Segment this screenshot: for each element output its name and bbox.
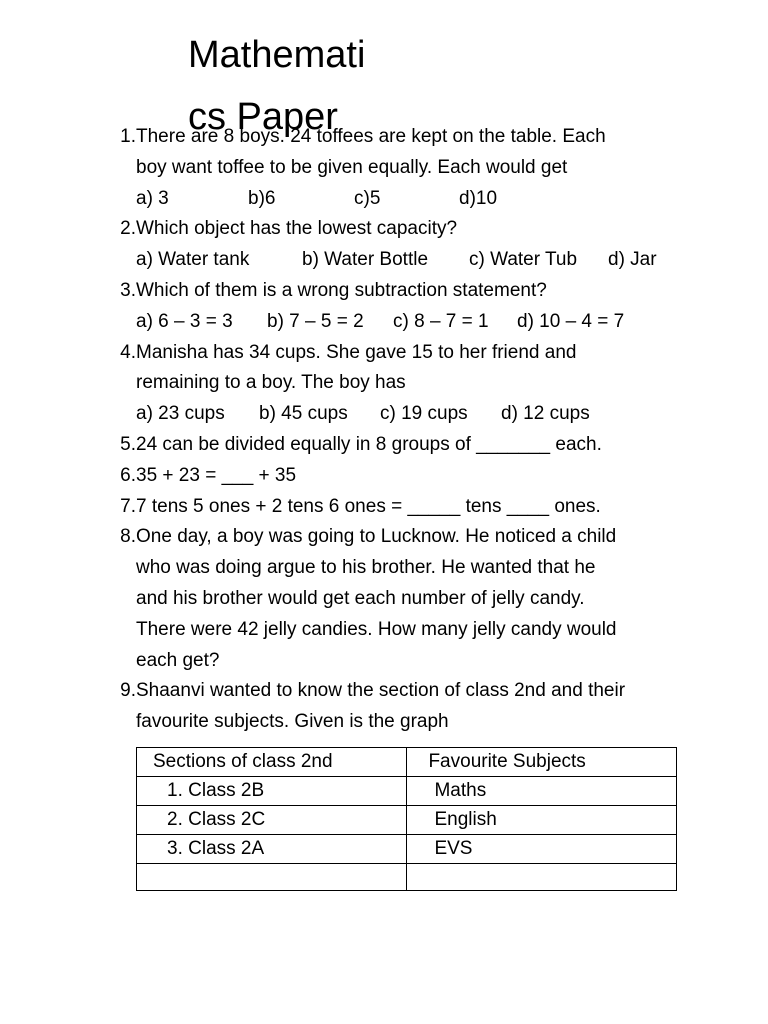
question-text: Manisha has 34 cups. She gave 15 to her friend and bbox=[136, 341, 577, 363]
option-row bbox=[136, 245, 704, 276]
table-row bbox=[137, 806, 677, 835]
question-number: 1. bbox=[120, 126, 136, 147]
table-cell: Maths bbox=[407, 777, 677, 806]
question-number: 8. bbox=[120, 526, 136, 548]
table-row bbox=[137, 864, 677, 891]
option: b) 7 – 5 = 2 bbox=[267, 310, 364, 332]
question-text: each get? bbox=[136, 649, 220, 671]
table-cell: 3. Class 2A bbox=[137, 835, 407, 864]
question-text: favourite subjects. Given is the graph bbox=[136, 711, 449, 733]
option: a) 23 cups bbox=[136, 403, 225, 425]
option: d) 12 cups bbox=[501, 403, 590, 425]
option: d) 10 – 4 = 7 bbox=[517, 310, 625, 332]
question-item bbox=[104, 338, 704, 430]
question-text: who was doing argue to his brother. He wanted that he bbox=[136, 557, 596, 579]
question-text: boy want toffee to be given equally. Each would get bbox=[136, 156, 568, 178]
option-row bbox=[136, 184, 704, 215]
table-cell: 1. Class 2B bbox=[137, 777, 407, 806]
table-cell: English bbox=[407, 806, 677, 835]
option: a) Water tank bbox=[136, 249, 250, 271]
table-cell: EVS bbox=[407, 835, 677, 864]
question-number: 9. bbox=[120, 680, 136, 702]
question-text: Which of them is a wrong subtraction statement? bbox=[136, 279, 547, 301]
table-cell bbox=[137, 864, 407, 891]
table-cell bbox=[407, 864, 677, 891]
question-item bbox=[104, 676, 704, 738]
option-row bbox=[136, 399, 704, 430]
question-number: 2. bbox=[120, 218, 136, 240]
question-number: 4. bbox=[120, 341, 136, 363]
question-item bbox=[104, 522, 704, 676]
question-item bbox=[104, 430, 704, 461]
question-list bbox=[104, 122, 704, 738]
question-text: 7 tens 5 ones + 2 tens 6 ones = _____ tens ____ ones. bbox=[136, 495, 601, 517]
question-text: Shaanvi wanted to know the section of class 2nd and their bbox=[136, 680, 626, 702]
question-text: remaining to a boy. The boy has bbox=[136, 372, 406, 394]
question-number: 3. bbox=[120, 279, 136, 301]
question-number: 7. bbox=[120, 495, 136, 517]
question-number: 6. bbox=[120, 464, 136, 486]
table-header-row bbox=[137, 748, 677, 777]
question-item bbox=[104, 461, 704, 492]
question-text: and his brother would get each number of jelly candy. bbox=[136, 587, 585, 609]
option: a) 3 bbox=[136, 187, 169, 209]
option: c) 8 – 7 = 1 bbox=[393, 310, 489, 332]
option: b) Water Bottle bbox=[302, 249, 429, 271]
table-row bbox=[137, 835, 677, 864]
option: c) Water Tub bbox=[469, 249, 578, 271]
sections-subjects-table bbox=[136, 747, 677, 891]
table-header-cell: Sections of class 2nd bbox=[137, 748, 407, 777]
option: b)6 bbox=[248, 187, 276, 209]
question-item bbox=[104, 492, 704, 523]
option: a) 6 – 3 = 3 bbox=[136, 310, 233, 332]
table-cell: 2. Class 2C bbox=[137, 806, 407, 835]
option: c) 19 cups bbox=[380, 403, 468, 425]
option: b) 45 cups bbox=[259, 403, 348, 425]
question-text: There were 42 jelly candies. How many jelly candy would bbox=[136, 618, 617, 640]
option: d)10 bbox=[459, 187, 498, 209]
question-text: 24 can be divided equally in 8 groups of _______ each. bbox=[136, 433, 602, 455]
question-text: Which object has the lowest capacity? bbox=[136, 218, 458, 240]
option: d) Jar bbox=[608, 249, 657, 271]
option: c)5 bbox=[354, 187, 381, 209]
table-row bbox=[137, 777, 677, 806]
question-item bbox=[104, 214, 704, 276]
table-header-cell: Favourite Subjects bbox=[407, 748, 677, 777]
page-title: Mathematics Paper bbox=[188, 34, 366, 138]
question-text: One day, a boy was going to Lucknow. He noticed a child bbox=[136, 526, 617, 548]
option-row bbox=[136, 307, 704, 338]
question-text: 35 + 23 = ___ + 35 bbox=[136, 464, 297, 486]
question-item bbox=[104, 276, 704, 338]
question-number: 5. bbox=[120, 433, 136, 455]
question-text: There are 8 boys. 24 toffees are kept on the table. Each bbox=[136, 126, 606, 147]
